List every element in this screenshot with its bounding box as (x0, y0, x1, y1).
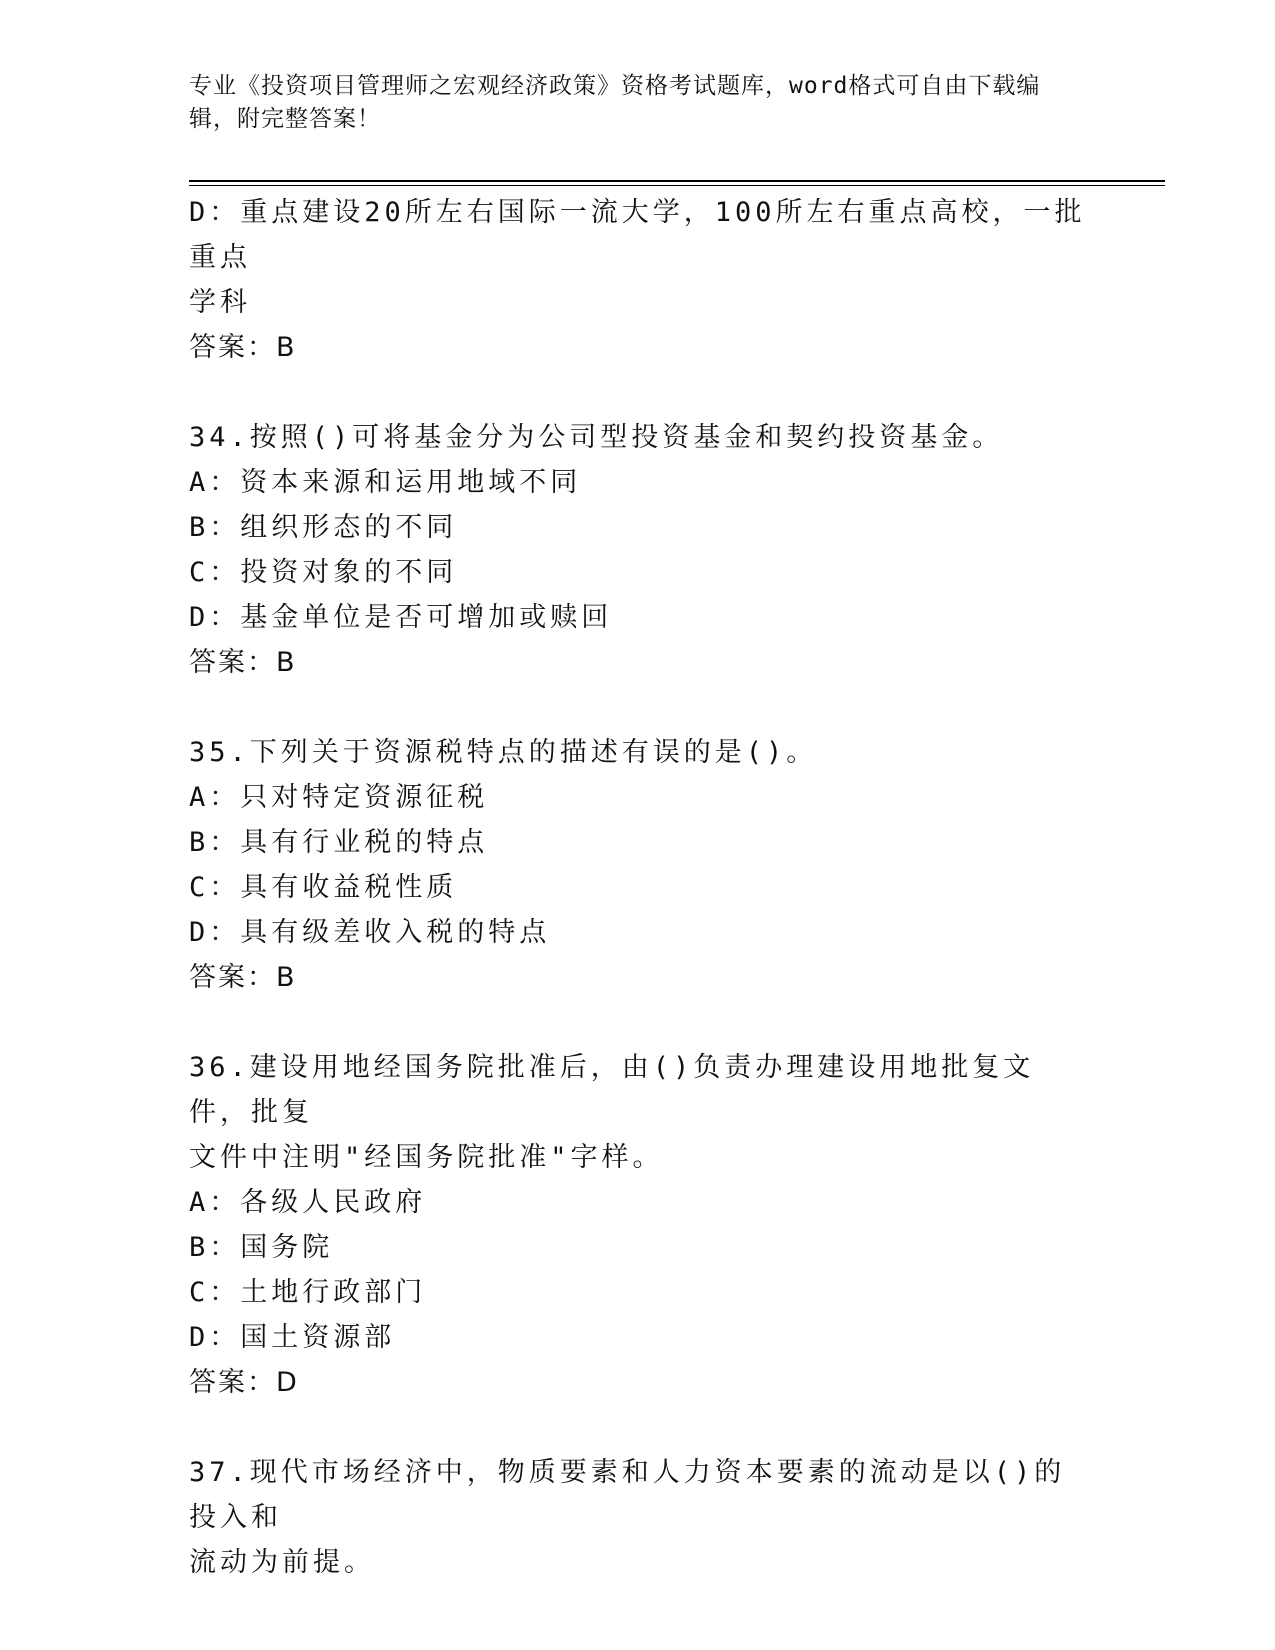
question-list (189, 190, 1089, 1585)
option-a: A：各级人民政府 (189, 1187, 427, 1218)
question-stem-continued: 文件中注明"经国务院批准"字样。 (189, 1142, 664, 1173)
document-header (189, 70, 1079, 136)
option-d: D：国土资源部 (189, 1322, 396, 1353)
question-35 (189, 730, 1089, 1000)
answer: 答案：B (189, 332, 297, 363)
header-line-1: 专业《投资项目管理师之宏观经济政策》资格考试题库，word格式可自由下载编 (189, 73, 1041, 99)
question-37 (189, 1450, 1089, 1585)
option-a: A：资本来源和运用地域不同 (189, 467, 582, 498)
question-stem-continued: 流动为前提。 (189, 1547, 375, 1578)
option-c: C：土地行政部门 (189, 1277, 427, 1308)
option-d: D：具有级差收入税的特点 (189, 917, 551, 948)
question-33 (189, 190, 1089, 370)
option-b: B：具有行业税的特点 (189, 827, 489, 858)
header-divider-thick (189, 180, 1165, 182)
spacer (189, 370, 1089, 415)
option-d: D：重点建设20所左右国际一流大学，100所左右重点高校，一批重点 (189, 197, 1086, 273)
question-stem: 36.建设用地经国务院批准后，由()负责办理建设用地批复文件，批复 (189, 1052, 1035, 1128)
answer: 答案：B (189, 962, 297, 993)
option-d: D：基金单位是否可增加或赎回 (189, 602, 613, 633)
spacer (189, 1405, 1089, 1450)
question-stem: 37.现代市场经济中，物质要素和人力资本要素的流动是以()的投入和 (189, 1457, 1066, 1533)
spacer (189, 685, 1089, 730)
answer: 答案：D (189, 1367, 299, 1398)
header-line-2: 辑，附完整答案！ (189, 106, 381, 132)
option-b: B：组织形态的不同 (189, 512, 458, 543)
header-divider-thin (189, 185, 1165, 186)
option-d-continued: 学科 (189, 287, 251, 318)
answer: 答案：B (189, 647, 297, 678)
option-c: C：投资对象的不同 (189, 557, 458, 588)
question-stem: 35.下列关于资源税特点的描述有误的是()。 (189, 737, 818, 768)
spacer (189, 1000, 1089, 1045)
question-36 (189, 1045, 1089, 1405)
option-b: B：国务院 (189, 1232, 334, 1263)
option-c: C：具有收益税性质 (189, 872, 458, 903)
question-stem: 34.按照()可将基金分为公司型投资基金和契约投资基金。 (189, 422, 1004, 453)
option-a: A：只对特定资源征税 (189, 782, 489, 813)
question-34 (189, 415, 1089, 685)
